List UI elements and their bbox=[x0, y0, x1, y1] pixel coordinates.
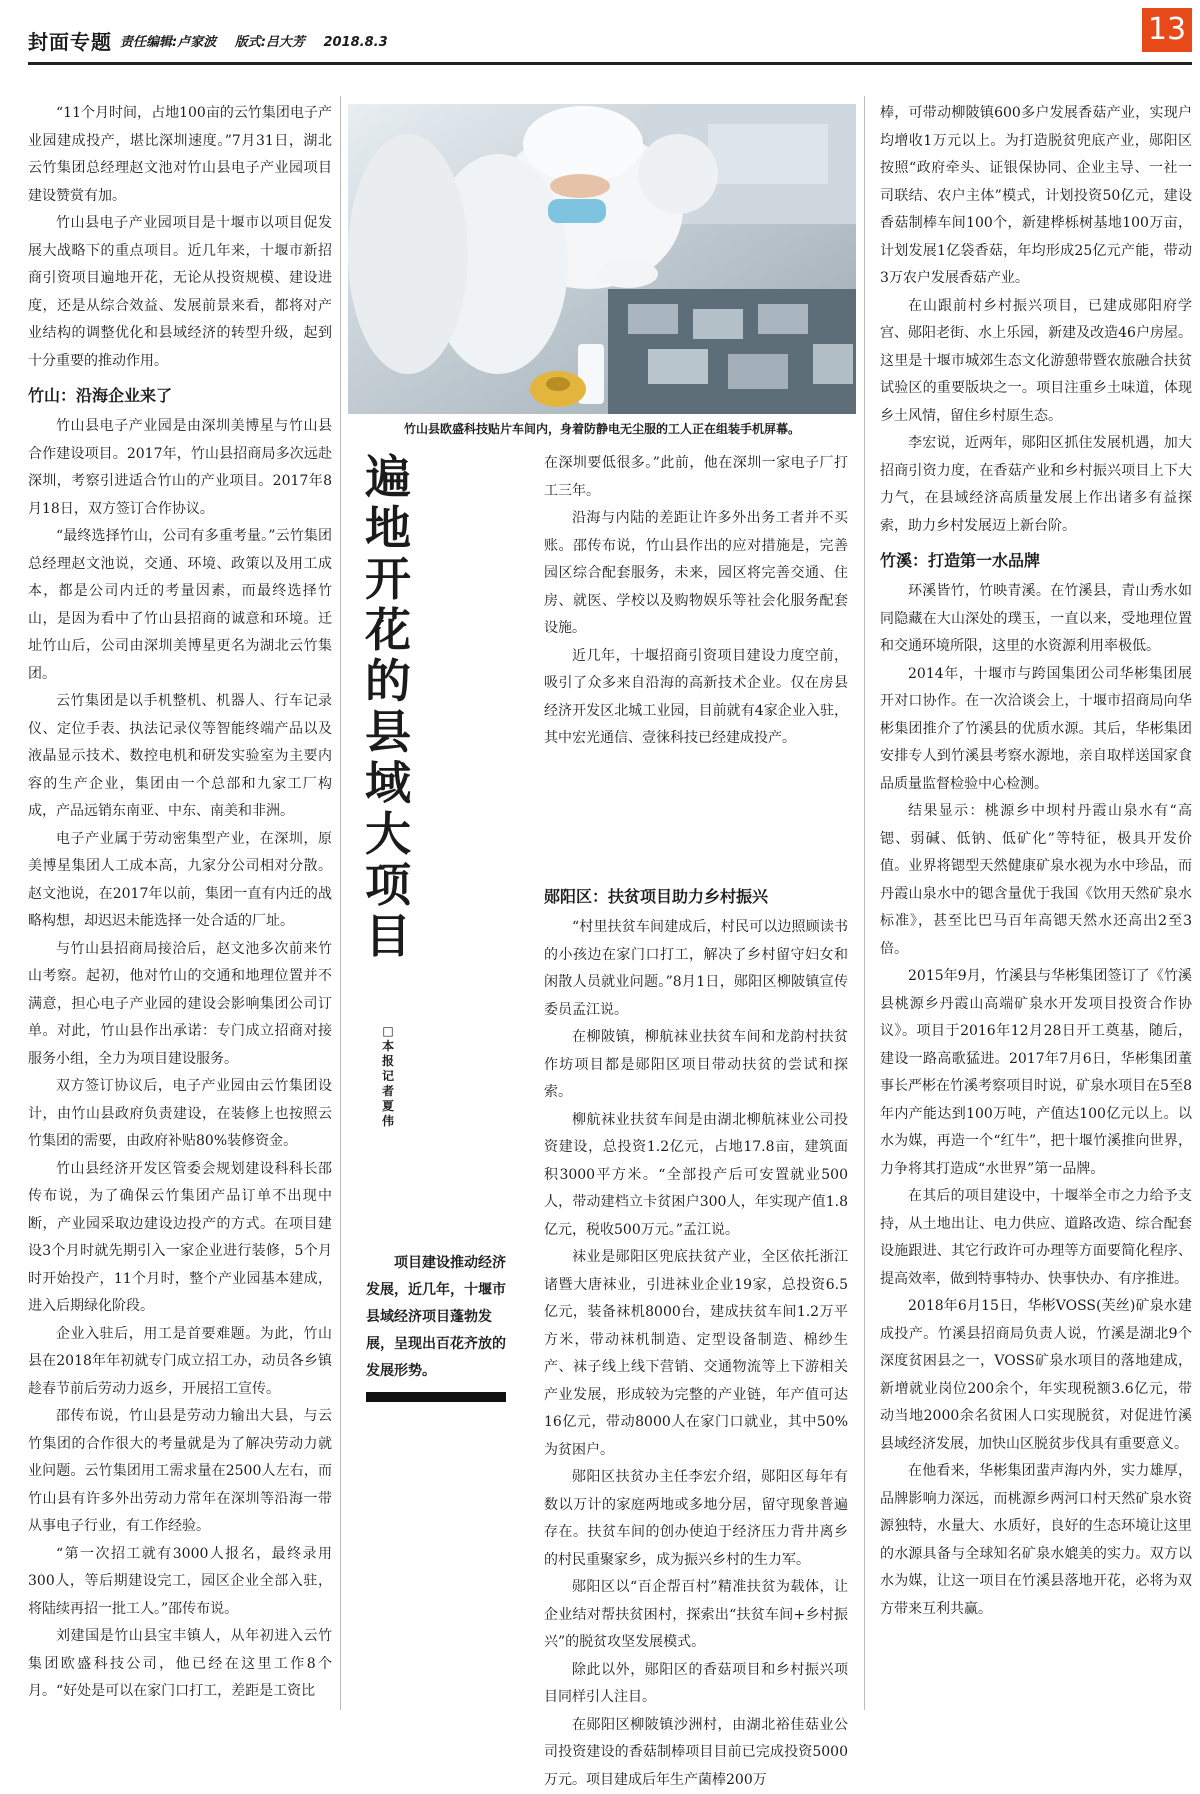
paragraph: 与竹山县招商局接洽后，赵文池多次前来竹山考察。起初，他对竹山的交通和地理位置并不满意，担心电子产业园的建设会影响集团公司订单。对此，竹山县作出承诺：专门成立招商对接服务小组，全力为项目建设服务。 bbox=[28, 936, 332, 1074]
paragraph: 沿海与内陆的差距让许多外出务工者并不买账。邵传布说，竹山县作出的应对措施是，完善园区综合配套服务，未来，园区将完善交通、住房、就医、学校以及购物娱乐等社会化服务配套设施。 bbox=[544, 505, 848, 643]
paragraph: 电子产业属于劳动密集型产业，在深圳，原美博星集团人工成本高，九家分公司相对分散。赵文池说，在2017年以前，集团一直有内迁的战略构想，却迟迟未能选择一处合适的厂址。 bbox=[28, 826, 332, 936]
summary-box bbox=[366, 1250, 512, 1385]
paragraph: “村里扶贫车间建成后，村民可以边照顾读书的小孩边在家门口打工，解决了乡村留守妇女和闲散人员就业问题。”8月1日，郧阳区柳陂镇宣传委员孟江说。 bbox=[544, 914, 848, 1024]
section-name: 封面专题 bbox=[28, 26, 112, 55]
paragraph: 在郧阳区柳陂镇沙洲村，由湖北裕佳菇业公司投资建设的香菇制棒项目目前已完成投资5000万元。项目建成后年生产菌棒200万 bbox=[544, 1712, 848, 1794]
editor: 责任编辑:卢家波 bbox=[120, 35, 216, 50]
byline: □本报记者 夏伟 bbox=[378, 1024, 398, 1129]
paragraph: 竹山县经济开发区管委会规划建设科科长邵传布说，为了确保云竹集团产品订单不出现中断，产业园采取边建设边投产的方式。在项目建设3个月时就先期引入一家企业进行装修，5个月时开始投产，11个月时，整个产业园基本建成，进入后期绿化阶段。 bbox=[28, 1156, 332, 1321]
paragraph: 郧阳区扶贫办主任李宏介绍，郧阳区每年有数以万计的家庭两地或多地分居，留守现象普遍存在。扶贫车间的创办使迫于经济压力背井离乡的村民重聚家乡，成为振兴乡村的生力军。 bbox=[544, 1464, 848, 1574]
paragraph: 郧阳区以“百企帮百村”精准扶贫为载体，让企业结对帮扶贫困村，探索出“扶贫车间+乡村振兴”的脱贫攻坚发展模式。 bbox=[544, 1574, 848, 1657]
column-divider bbox=[340, 96, 341, 1710]
header-rule bbox=[28, 62, 1192, 65]
paragraph: 刘建国是竹山县宝丰镇人，从年初进入云竹集团欧盛科技公司，他已经在这里工作8个月。“好处是可以在家门口打工，差距是工资比 bbox=[28, 1623, 332, 1706]
paragraph: 竹山县电子产业园是由深圳美博星与竹山县合作建设项目。2017年，竹山县招商局多次远赴深圳，考察引进适合竹山的产业项目。2017年8月18日，双方签订合作协议。 bbox=[28, 413, 332, 523]
factory-photo bbox=[348, 104, 856, 414]
paragraph: 2018年6月15日，华彬VOSS(芙丝)矿泉水建成投产。竹溪县招商局负责人说，竹溪是湖北9个深度贫困县之一，VOSS矿泉水项目的落地建成，新增就业岗位200余个，年实现税额3.6亿元，带动当地2000余名贫困人口实现脱贫，对促进竹溪县域经济发展，加快山区脱贫步伐具有重要意义。 bbox=[880, 1293, 1192, 1458]
page-number: 13 bbox=[1142, 8, 1192, 52]
paragraph: 2014年，十堰市与跨国集团公司华彬集团展开对口协作。在一次洽谈会上，十堰市招商局向华彬集团推介了竹溪县的优质水源。其后，华彬集团安排专人到竹溪县考察水源地，亲自取样送国家食品质量监督检验中心检测。 bbox=[880, 661, 1192, 799]
summary-text: 项目建设推动经济发展，近几年，十堰市县域经济项目蓬勃发展，呈现出百花齐放的发展形势。 bbox=[366, 1250, 512, 1385]
paragraph: 双方签订协议后，电子产业园由云竹集团设计，由竹山县政府负责建设，在装修上也按照云竹集团的需要，由政府补贴80%装修资金。 bbox=[28, 1073, 332, 1156]
paragraph: 在柳陂镇，柳航袜业扶贫车间和龙韵村扶贫作坊项目都是郧阳区项目带动扶贫的尝试和探索。 bbox=[544, 1024, 848, 1107]
article-column-3-top bbox=[544, 450, 848, 870]
section-heading: 竹山：沿海企业来了 bbox=[28, 381, 332, 411]
paragraph: 在他看来，华彬集团蜚声海内外，实力雄厚，品牌影响力深远，而桃源乡两河口村天然矿泉水资源独特，水量大、水质好，良好的生态环境让这里的水源具备与全球知名矿泉水媲美的实力。双方以水为媒，让这一项目在竹溪县落地开花，必将为双方带来互利共赢。 bbox=[880, 1458, 1192, 1623]
section-heading: 郧阳区：扶贫项目助力乡村振兴 bbox=[544, 882, 848, 912]
article-column-1 bbox=[28, 100, 332, 1710]
paragraph: 除此以外，郧阳区的香菇项目和乡村振兴项目同样引人注目。 bbox=[544, 1657, 848, 1712]
paragraph: 云竹集团是以手机整机、机器人、行车记录仪、定位手表、执法记录仪等智能终端产品以及液晶显示技术、数控电机和研发实验室为主要内容的生产企业，集团由一个总部和九家工厂构成，产品远销东南亚、中东、南美和非洲。 bbox=[28, 688, 332, 826]
column-divider bbox=[864, 96, 865, 1710]
paragraph: 企业入驻后，用工是首要难题。为此，竹山县在2018年年初就专门成立招工办，动员各乡镇趁春节前后劳动力返乡，开展招工宣传。 bbox=[28, 1321, 332, 1404]
designer: 版式:吕大芳 bbox=[235, 35, 305, 50]
issue-date: 2018.8.3 bbox=[323, 35, 387, 50]
paragraph: 结果显示：桃源乡中坝村丹霞山泉水有“高锶、弱碱、低钠、低矿化”等特征，极具开发价值。业界将锶型天然健康矿泉水视为水中珍品，而丹霞山泉水中的锶含量优于我国《饮用天然矿泉水标准》，甚至比巴马百年高锶天然水还高出2至3倍。 bbox=[880, 798, 1192, 963]
paragraph: 在其后的项目建设中，十堰举全市之力给予支持，从土地出让、电力供应、道路改造、综合配套设施跟进、其它行政许可办理等方面要简化程序、提高效率，做到特事特办、快事快办、有序推进。 bbox=[880, 1183, 1192, 1293]
paragraph: 竹山县电子产业园项目是十堰市以项目促发展大战略下的重点项目。近几年来，十堰市新招商引资项目遍地开花，无论从投资规模、建设进度，还是从综合效益、发展前景来看，都将对产业结构的调整优化和县域经济的转型升级，起到十分重要的推动作用。 bbox=[28, 210, 332, 375]
article-column-4 bbox=[880, 100, 1192, 1710]
headline: 遍地开花的县域大项目 bbox=[358, 452, 418, 962]
paragraph: “最终选择竹山，公司有多重考量。”云竹集团总经理赵文池说，交通、环境、政策以及用工成本，都是公司内迁的考量因素，而最终选择竹山，是因为看中了竹山县招商的诚意和环境。迁址竹山后，公司由深圳美博星更名为湖北云竹集团。 bbox=[28, 523, 332, 688]
workers-assembling-screens-image bbox=[348, 104, 856, 414]
paragraph: 棒，可带动柳陂镇600多户发展香菇产业，实现户均增收1万元以上。为打造脱贫兜底产业，郧阳区按照“政府牵头、证银保协同、企业主导、一社一司联结、农户主体”模式，计划投资50亿元，建设香菇制棒车间100个，新建桦栎树基地100万亩，计划发展1亿袋香菇，年均形成25亿元产能，带动3万农户发展香菇产业。 bbox=[880, 100, 1192, 293]
paragraph: 袜业是郧阳区兜底扶贫产业，全区依托浙江诸暨大唐袜业，引进袜业企业19家，总投资6.5亿元，装备袜机8000台，建成扶贫车间1.2万平方米，带动袜机制造、定型设备制造、棉纱生产、袜子线上线下营销、交通物流等上下游相关产业发展，形成较为完整的产业链，年产值可达16亿元，带动8000人在家门口就业，其中50%为贫困户。 bbox=[544, 1244, 848, 1464]
section-heading: 竹溪：打造第一水品牌 bbox=[880, 546, 1192, 576]
paragraph: 在深圳要低很多。”此前，他在深圳一家电子厂打工三年。 bbox=[544, 450, 848, 505]
paragraph: 在山跟前村乡村振兴项目，已建成郧阳府学宫、郧阳老街、水上乐园，新建及改造46户房屋。这里是十堰市城郊生态文化游憩带暨农旅融合扶贫试验区的重要版块之一。项目注重乡土味道，体现乡土风情，留住乡村原生态。 bbox=[880, 293, 1192, 431]
editor-credits bbox=[120, 31, 402, 50]
paragraph: 邵传布说，竹山县是劳动力输出大县，与云竹集团的合作很大的考量就是为了解决劳动力就业问题。云竹集团用工需求量在2500人左右，而竹山县有许多外出劳动力常年在深圳等沿海一带从事电子行业，有工作经验。 bbox=[28, 1403, 332, 1541]
paragraph: 环溪皆竹，竹映青溪。在竹溪县，青山秀水如同隐藏在大山深处的璞玉，一直以来，受地理位置和交通环境所限，这里的水资源利用率极低。 bbox=[880, 578, 1192, 661]
paragraph: 柳航袜业扶贫车间是由湖北柳航袜业公司投资建设，总投资1.2亿元，占地17.8亩，建筑面积3000平方米。“全部投产后可安置就业500人，带动建档立卡贫困户300人，年实现产值1.8亿元，税收500万元。”孟江说。 bbox=[544, 1107, 848, 1245]
paragraph: 2015年9月，竹溪县与华彬集团签订了《竹溪县桃源乡丹霞山高端矿泉水开发项目投资合作协议》。项目于2016年12月28日开工奠基，随后，建设一路高歌猛进。2017年7月6日，华彬集团董事长严彬在竹溪考察项目时说，矿泉水项目在5至8年内产能达到100万吨，产值达100亿元以上。以水为媒，再造一个“红牛”，把十堰竹溪推向世界，力争将其打造成“水世界”第一品牌。 bbox=[880, 963, 1192, 1183]
summary-bar bbox=[366, 1392, 506, 1402]
paragraph: 近几年，十堰招商引资项目建设力度空前，吸引了众多来自沿海的高新技术企业。仅在房县经济开发区北城工业园，目前就有4家企业入驻，其中宏光通信、壹徕科技已经建成投产。 bbox=[544, 643, 848, 753]
photo-caption: 竹山县欧盛科技贴片车间内，身着防静电无尘服的工人正在组装手机屏幕。 bbox=[348, 420, 856, 437]
paragraph: 李宏说，近两年，郧阳区抓住发展机遇，加大招商引资力度，在香菇产业和乡村振兴项目上下大力气，在县域经济高质量发展上作出诸多有益探索，助力乡村发展迈上新台阶。 bbox=[880, 430, 1192, 540]
paragraph: “11个月时间，占地100亩的云竹集团电子产业园建成投产，堪比深圳速度。”7月31日，湖北云竹集团总经理赵文池对竹山县电子产业园项目建设赞赏有加。 bbox=[28, 100, 332, 210]
article-column-3 bbox=[544, 876, 848, 1710]
paragraph: “第一次招工就有3000人报名，最终录用300人，等后期建设完工，园区企业全部入驻，将陆续再招一批工人。”邵传布说。 bbox=[28, 1541, 332, 1624]
page-header bbox=[28, 18, 1078, 58]
